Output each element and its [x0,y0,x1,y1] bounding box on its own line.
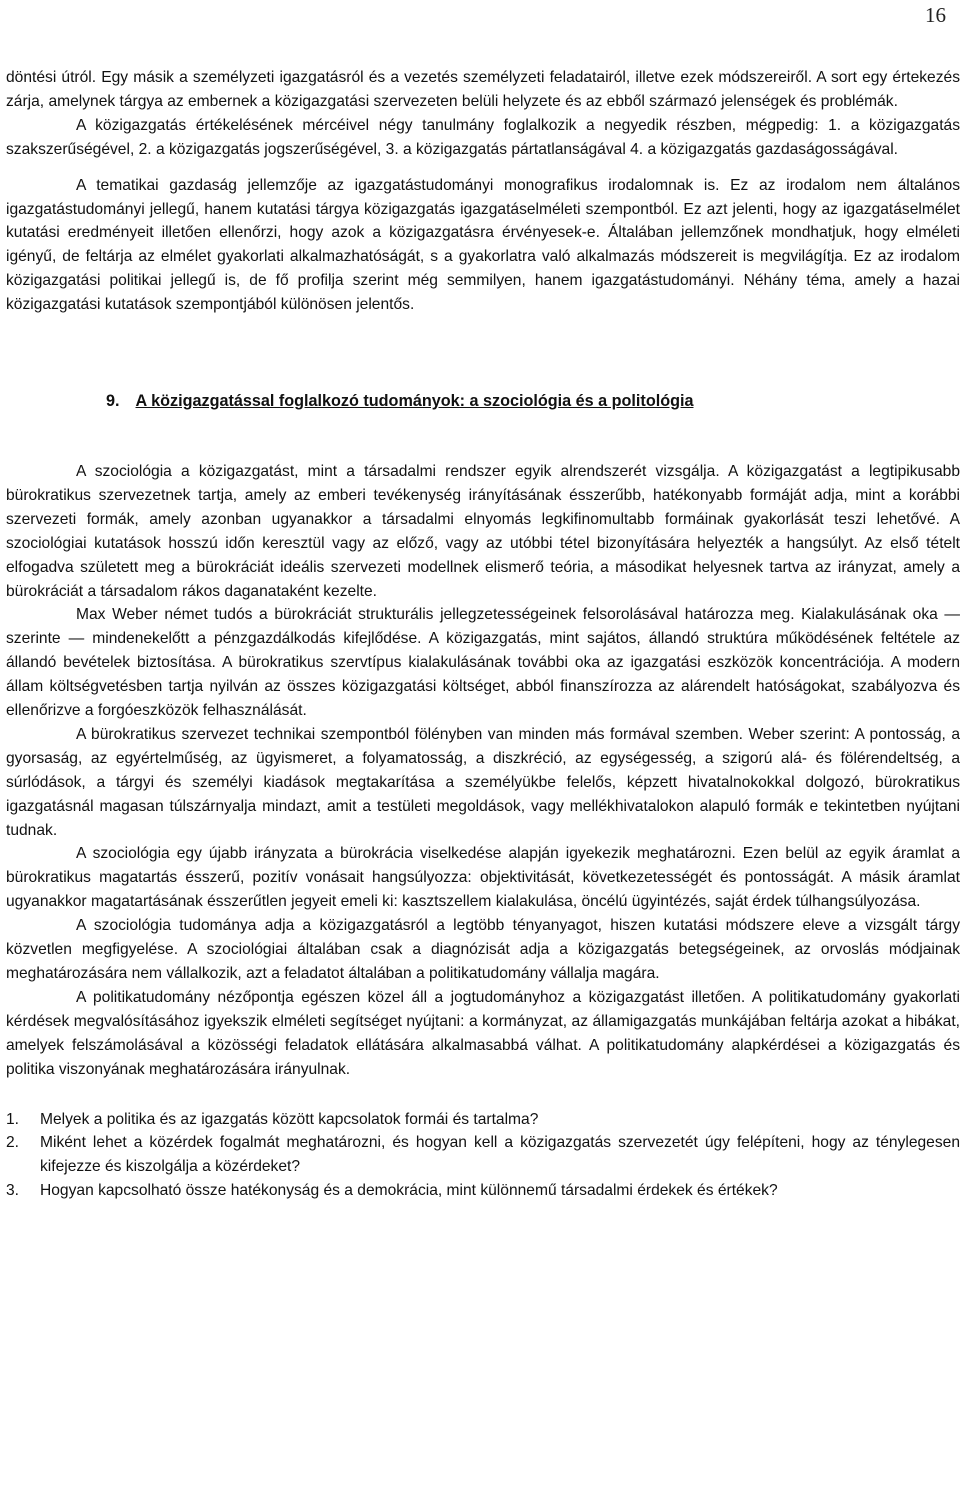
question-item [6,1179,960,1203]
page-number: 16 [925,3,946,27]
intro-paragraph-1: döntési útról. Egy másik a személyzeti igazgatásról és a vezetés személyzeti feladatairól, illetve ezek módszereiről. A sort egy értekezés zárja, amelynek tárgya az embernek a közigazgatási szervezeten belüli helyzete és az ebből származó jelenségek és problémák. [6,69,960,110]
question-item [6,1108,960,1132]
question-text: Miként lehet a közérdek fogalmát meghatározni, és hogyan kell a közigazgatás szervezetét úgy felépíteni, hogy az ténylegesen kifejezze és kiszolgálja a közérdeket? [40,1134,960,1176]
body-paragraph-3: A bürokratikus szervezet technikai szempontból fölényben van minden más formával szemben. Weber szerint: A pontosság, a gyorsaság, az egyértelműség, az ügyismeret, a folyamatosság, a diszkréció, az egységesség, a szigorú alá- és fölérendeltség, a súrlódások, a tárgyi és személyi kiadások megtakarítása a személyükbe felelős, képzett hivatalnokokkal dolgozó, bürokratikus igazgatásnál magasan túlszárnyalja mindazt, amit a testületi megoldások, vagy mellékhivatalokon alapuló formák e tekintetben nyújtani tudnak. [6,725,960,839]
body-paragraph-1: A szociológia a közigazgatást, mint a társadalmi rendszer egyik alrendszerét vizsgálja. A közigazgatást a legtipikusabb bürokratikus szervezetnek tartja, amely az emberi tevékenység irányításának ésszerűbb, hatékonyabb formáját adja, mint a korábbi szervezeti formák, amely azonban ugyanakkor a társadalmi elnyomás legkifinomultabb formáinak gyakorlását teszi lehetővé. A szociológiai kutatások hosszú időn keresztül vagy az előző, vagy az utóbbi tétel bizonyítására helyezték a hangsúlyt. Az első tételt elfogadva született meg a bürokráciát ideális szervezeti modellnek elismerő teória, a másodikat helyesnek tartva az irányzat, amely a bürokráciát a társadalom rákos daganataként kezelte. [6,462,960,600]
intro-paragraph-2: A közigazgatás értékelésének mércéivel négy tanulmány foglalkozik a negyedik részben, mégpedig: 1. a közigazgatás szakszerűségével, 2. a közigazgatás jogszerűségével, 3. a közigazgatás pártatlanságával 4. a közigazgatás gazdaságosságával. [6,116,960,158]
question-list [6,1108,960,1204]
question-number: 1. [6,1110,20,1128]
question-text: Hogyan kapcsolható össze hatékonyság és a demokrácia, mint különnemű társadalmi érdekek és értékek? [40,1182,778,1200]
section-number: 9. [106,392,120,411]
section-heading [106,390,960,414]
question-number: 2. [6,1134,20,1152]
body-paragraph-5: A szociológia tudománya adja a közigazgatásról a legtöbb tényanyagot, hiszen kutatási módszere eleve a vizsgált tárgy közvetlen megfigyelése. A szociológiai általában csak a diagnózisát adja a közigazgatás betegségeinek, az orvoslás módjainak meghatározására nem vállalkozik, azt a feladatot általában a politikatudomány vállalja magára. [6,917,960,982]
body-paragraph-2: Max Weber német tudós a bürokráciát strukturális jellegzetességeinek felsorolásával határozza meg. Kialakulásának oka — szerinte — mindenekelőtt a pénzgazdálkodás kifejlődése. A közigazgatás, mint sajátos, állandó struktúra működésének feltétele az állandó bevételek biztosítása. A bürokratikus szervtípus kialakulásának további oka az igazgatási eszközök koncentrációja. A modern állam költségvetésben tartja nyilván az összes közigazgatási költséget, abból finanszírozza az alárendelt hatóságokat, szabályozva és ellenőrizve a forgóeszközök felhasználását. [6,606,960,720]
body-paragraph-4: A szociológia egy újabb irányzata a bürokrácia viselkedése alapján igyekezik meghatározni. Ezen belül az egyik áramlat a bürokratikus magatartás ésszerű, pozitív vonásait hangsúlyozza: objektivitását, következetességét és pontosságát. A másik áramlat ugyanakkor magatartásának ésszerűtlen jegyeit emeli ki: kasztszellem kialakulása, öncélú ügyintézés, saját érdek túlhangsúlyozása. [6,845,960,911]
intro-paragraph-3: A tematikai gazdaság jellemzője az igazgatástudományi monografikus irodalomnak is. Ez az irodalom nem általános igazgatástudományi jellegű, hanem kutatási tárgya közigazgatás igazgatáselméleti szempontból. Ez azt jelenti, hogy az igazgatáselmélet kutatási eredményeit illetően ellenőrzi, hogy azok a közigazgatásra érvényesek-e. Általában jellemzőnek mondhatjuk, hogy elméleti igényű, de feltárja az elmélet gyakorlati alkalmazhatóságát, s a gyakorlatra való alkalmazás módszereit is megvilágítja. Ez az irodalom közigazgatási politikai jellegű is, de fő profilja szerint még semmilyen, hanem igazgatástudományi. Néhány téma, amely a hazai közigazgatási kutatások szempontjából különösen jelentős. [6,176,960,314]
section-title: A közigazgatással foglalkozó tudományok: a szociológia és a politológia [135,392,694,411]
body-paragraph-6: A politikatudomány nézőpontja egészen közel áll a jogtudományhoz a közigazgatást illetően. A politikatudomány gyakorlati kérdések megvalósításához igyekszik elméleti segítséget nyújtani: a kormányzat, az államigazgatás munkájában feltárja azokat a hibákat, amelyek felszámolásával a közösségi feladatok ellátására alkalmasabbá válhat. A politikatudomány alapkérdései a közigazgatás és politika viszonyának meghatározására irányulnak. [6,988,960,1078]
question-text: Melyek a politika és az igazgatás között kapcsolatok formái és tartalma? [40,1110,539,1128]
question-item [6,1131,960,1179]
question-number: 3. [6,1182,20,1200]
document-body [6,66,960,1203]
